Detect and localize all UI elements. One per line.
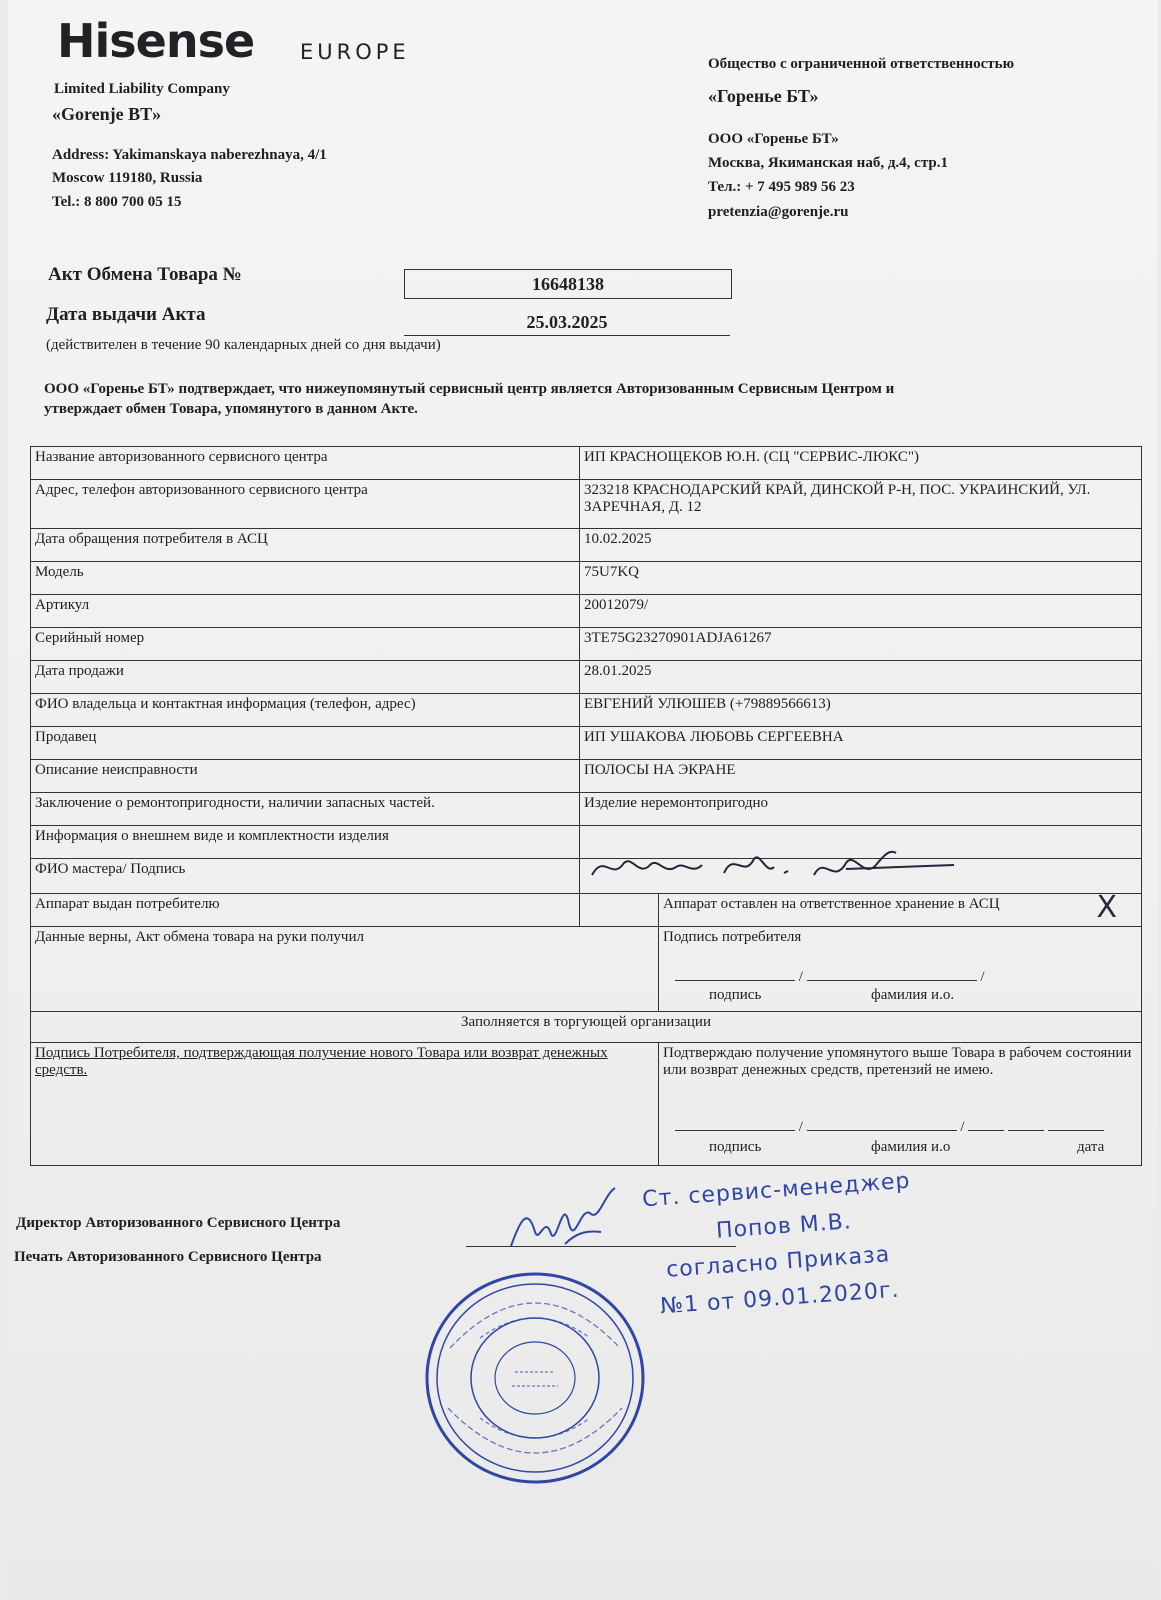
table-row <box>31 760 1142 793</box>
trade-date-caption: дата <box>1077 1139 1105 1155</box>
table-row <box>31 480 1142 529</box>
company-seal <box>420 1268 650 1488</box>
trade-header: Заполняется в торгующей организации <box>31 1012 1142 1043</box>
received-label: Данные верны, Акт обмена товара на руки получил <box>31 927 659 1012</box>
right-email: pretenzia@gorenje.ru <box>708 204 849 220</box>
master-signature-cell <box>580 859 1142 894</box>
row-value: ЕВГЕНИЙ УЛЮШЕВ (+79889566613) <box>580 694 1142 727</box>
stamp-line3: согласно Приказа <box>665 1242 891 1283</box>
row-value: ИП УШАКОВА ЛЮБОВЬ СЕРГЕЕВНА <box>580 727 1142 760</box>
row-value: 20012079/ <box>580 595 1142 628</box>
trade-name-caption: фамилия и.о <box>871 1139 951 1155</box>
director-signature <box>505 1184 625 1264</box>
name-caption: фамилия и.о. <box>871 987 955 1003</box>
storage-mark: X <box>1096 890 1117 925</box>
table-row <box>31 927 1142 1012</box>
exchange-form-table <box>30 446 1142 1166</box>
storage-label: Аппарат оставлен на ответственное хранение в АСЦ <box>663 896 1000 912</box>
table-row <box>31 447 1142 480</box>
right-address: Москва, Якиманская наб, д.4, стр.1 <box>708 155 948 171</box>
act-validity: (действителен в течение 90 календарных дней со дня выдачи) <box>46 337 441 353</box>
row-label: Описание неисправности <box>31 760 580 793</box>
act-date: 25.03.2025 <box>404 312 730 336</box>
row-label: Артикул <box>31 595 580 628</box>
trade-left <box>31 1043 659 1166</box>
act-date-label: Дата выдачи Акта <box>46 304 206 325</box>
row-value: 75U7KQ <box>580 562 1142 595</box>
trade-left-text: Подпись Потребителя, подтверждающая получение нового Товара или возврат денежных средств. <box>35 1045 608 1078</box>
consumer-sign-lines: / / <box>675 969 985 986</box>
left-address-line1: Address: Yakimanskaya naberezhnaya, 4/1 <box>52 147 327 163</box>
trade-sign-lines: / / <box>675 1119 1104 1136</box>
hisense-logo: Hisense <box>57 14 255 68</box>
row-value: Изделие неремонтопригодно <box>580 793 1142 826</box>
row-value: ПОЛОСЫ НА ЭКРАНЕ <box>580 760 1142 793</box>
row-value: 28.01.2025 <box>580 661 1142 694</box>
stamp-line1: Ст. сервис-менеджер <box>641 1168 912 1213</box>
row-label: Заключение о ремонтопригодности, наличии запасных частей. <box>31 793 580 826</box>
right-company-type: Общество с ограниченной ответственностью <box>708 56 1015 72</box>
row-label: ФИО мастера/ Подпись <box>31 859 580 894</box>
table-row <box>31 628 1142 661</box>
seal-label: Печать Авторизованного Сервисного Центра <box>14 1249 322 1265</box>
table-row <box>31 894 1142 927</box>
row-value: 323218 КРАСНОДАРСКИЙ КРАЙ, ДИНСКОЙ Р-Н, ПОС. УКРАИНСКИЙ, УЛ. ЗАРЕЧНАЯ, Д. 12 <box>580 480 1142 529</box>
row-label: Дата обращения потребителя в АСЦ <box>31 529 580 562</box>
table-row <box>31 1012 1142 1043</box>
row-label: Информация о внешнем виде и комплектности изделия <box>31 826 580 859</box>
table-row <box>31 562 1142 595</box>
act-number: 16648138 <box>404 269 732 299</box>
right-tel: Тел.: + 7 495 989 56 23 <box>708 179 855 195</box>
table-row <box>31 1043 1142 1166</box>
statement-line1: ООО «Горенье БТ» подтверждает, что нижеупомянутый сервисный центр является Авторизованным Сервисным Центром и <box>44 381 895 397</box>
logo-subtitle: EUROPE <box>300 40 410 64</box>
table-row <box>31 727 1142 760</box>
storage-cell <box>659 890 1142 927</box>
row-value: 10.02.2025 <box>580 529 1142 562</box>
trade-sign-caption: подпись <box>709 1139 762 1155</box>
issued-checkbox <box>580 894 659 927</box>
row-label: Продавец <box>31 727 580 760</box>
trade-right-text: Подтверждаю получение упомянутого выше Товара в рабочем состоянии или возврат денежных средств, претензий не имею. <box>663 1045 1132 1078</box>
left-address-line2: Moscow 119180, Russia <box>52 170 203 186</box>
issued-label: Аппарат выдан потребителю <box>31 894 580 927</box>
left-tel: Tel.: 8 800 700 05 15 <box>52 194 182 210</box>
act-number-label: Акт Обмена Товара № <box>48 264 242 285</box>
row-label: Серийный номер <box>31 628 580 661</box>
table-row <box>31 793 1142 826</box>
row-value: ИП КРАСНОЩЕКОВ Ю.Н. (СЦ "СЕРВИС-ЛЮКС") <box>580 447 1142 480</box>
row-label: ФИО владельца и контактная информация (телефон, адрес) <box>31 694 580 727</box>
row-label: Адрес, телефон авторизованного сервисного центра <box>31 480 580 529</box>
master-signature <box>584 845 964 889</box>
right-company-name: «Горенье БТ» <box>708 86 819 106</box>
table-row <box>31 661 1142 694</box>
left-company-type: Limited Liability Company <box>54 81 230 97</box>
stamp-line4: №1 от 09.01.2020г. <box>659 1277 901 1320</box>
consumer-sign-label: Подпись потребителя <box>663 929 802 945</box>
consumer-sign-cell <box>659 927 1142 1012</box>
row-value: 3TE75G23270901ADJA61267 <box>580 628 1142 661</box>
trade-right-cell <box>659 1043 1142 1166</box>
row-label: Название авторизованного сервисного центра <box>31 447 580 480</box>
director-label: Директор Авторизованного Сервисного Центра <box>16 1215 341 1231</box>
right-short-name: ООО «Горенье БТ» <box>708 131 839 147</box>
table-row <box>31 529 1142 562</box>
row-label: Модель <box>31 562 580 595</box>
row-label: Дата продажи <box>31 661 580 694</box>
left-company-name: «Gorenje BT» <box>52 104 162 124</box>
table-row <box>31 694 1142 727</box>
table-row <box>31 595 1142 628</box>
statement-line2: утверждает обмен Товара, упомянутого в данном Акте. <box>44 401 418 417</box>
sign-caption: подпись <box>709 987 762 1003</box>
table-row <box>31 859 1142 894</box>
stamp-line2: Попов М.В. <box>715 1209 853 1244</box>
